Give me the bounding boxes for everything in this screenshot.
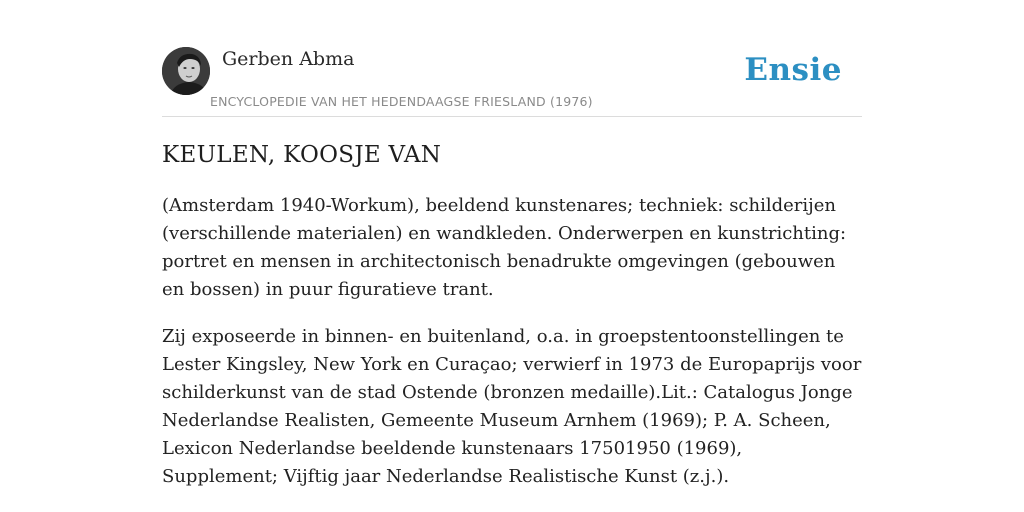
article-paragraph: (Amsterdam 1940-Workum), beeldend kunstenares; techniek: schilderijen (verschillende materialen) en wandkleden. Onderwerpen en kunstrichting: portret en mensen in architectonisch benadrukte omgevingen (gebouwen en bossen) in puur figuratieve trant. [162,195,847,300]
author-name[interactable]: Gerben Abma [222,48,355,70]
author-avatar[interactable] [162,47,210,95]
source-label[interactable]: ENCYCLOPEDIE VAN HET HEDENDAAGSE FRIESLAND (1976) [210,94,593,109]
article-paragraph: Zij exposeerde in binnen- en buitenland, o.a. in groepstentoonstellingen te Lester Kingsley, New York en Curaçao; verwierf in 1973 de Europaprijs voor schilderkunst van de stad Ostende (bronzen medaille).Lit.: Catalogus Jonge Nederlandse Realisten, Gemeente Museum Arnhem (1969); P. A. Scheen, Lexicon Nederlandse beeldende kunstenaars 17501950 (1969), Supplement; Vijftig jaar Nederlandse Realistische Kunst (z.j.). [162,326,862,487]
article-body [162,192,862,510]
article-title: KEULEN, KOOSJE VAN [162,142,442,168]
author-portrait-icon [162,47,210,95]
article-header [162,44,862,117]
ensie-logo[interactable]: Ensie [744,52,842,88]
